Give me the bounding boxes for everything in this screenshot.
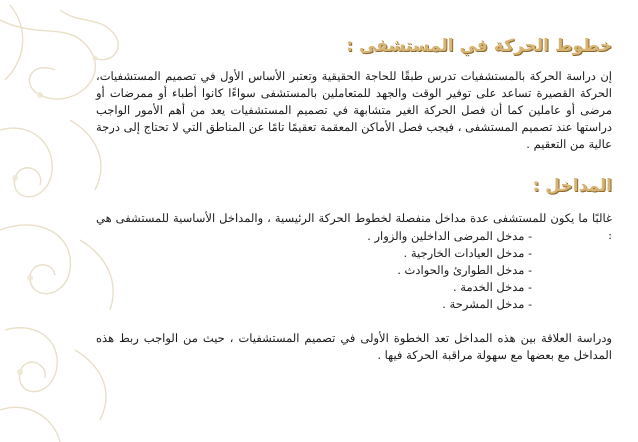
entrances-intro-text: غالبًا ما يكون للمستشفى عدة مداخل منفصلة لخطوط الحركة الرئيسية ، والمداخل الأساسية للمستشفى هي : bbox=[96, 211, 612, 242]
list-item: - مدخل المشرحة . bbox=[442, 297, 532, 311]
document-content bbox=[96, 0, 612, 442]
entrances-list bbox=[96, 228, 532, 313]
section-heading-entrances: المداخل : bbox=[532, 176, 612, 196]
list-item: - مدخل الطوارئ والحوادث . bbox=[397, 263, 532, 277]
list-item: - مدخل الخدمة . bbox=[452, 280, 532, 294]
traffic-lines-paragraph: إن دراسة الحركة بالمستشفيات تدرس طبقًا للحاجة الحقيقية وتعتبر الأساس الأول في تصميم المستشفيات، الحركة القصيرة تساعد على توفير الوقت والجهد للمتعاملين بالمستشفى سواءًا كانوا أطباء أو ممرضات أو مرضى أو عاملين كما أن فصل الحركة الغير متشابهة في تصميم المستشفيات يعد من أهم الأمور الواجب دراستها عند تصميم المستشفى ، فيجب فصل الأماكن المعقمة تعقيمًا تامًا عن المناطق التي لا تحتاج إلى درجة عالية من التعقيم . bbox=[96, 69, 612, 151]
list-item: - مدخل المرضى الداخلين والزوار . bbox=[367, 229, 532, 243]
list-item: - مدخل العيادات الخارجية . bbox=[403, 246, 532, 260]
section-heading-traffic-lines: خطوط الحركة في المستشفى : bbox=[346, 36, 612, 56]
entrances-closing-paragraph: ودراسة العلاقة بين هذه المداخل تعد الخطوة الأولى في تصميم المستشفيات ، حيث من الواجب ربط هذه المداخل مع بعضها مع سهولة مراقبة الحركة فيها . bbox=[96, 331, 612, 362]
